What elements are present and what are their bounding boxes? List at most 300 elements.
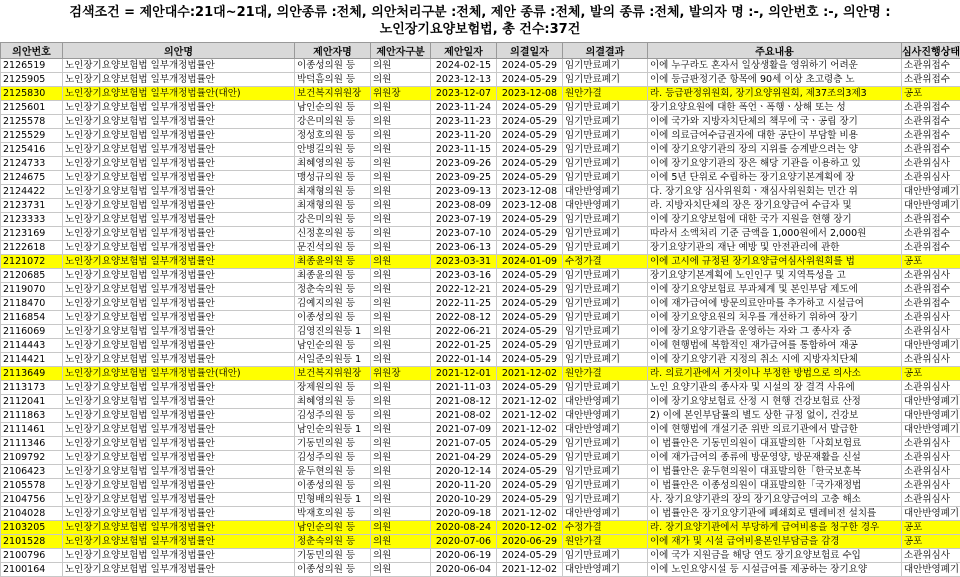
cell-proposal-date[interactable]: 2022-01-25 — [431, 339, 497, 353]
cell-proposer[interactable]: 보건복지위원장 — [295, 367, 371, 381]
cell-main-content[interactable]: 이에 장기요양요원의 처우를 개선하기 위하여 장기 — [648, 311, 902, 325]
cell-status[interactable]: 공포 — [902, 521, 960, 535]
cell-proposer[interactable]: 기동민의원 등 — [295, 437, 371, 451]
cell-bill-no[interactable]: 2104028 — [1, 507, 63, 521]
cell-bill-no[interactable]: 2118470 — [1, 297, 63, 311]
cell-proposal-date[interactable]: 2020-06-04 — [431, 563, 497, 577]
cell-vote-date[interactable]: 2024-05-29 — [497, 479, 563, 493]
cell-proposer-type[interactable]: 의원 — [371, 381, 431, 395]
table-row[interactable] — [1, 521, 960, 535]
cell-proposal-date[interactable]: 2023-07-19 — [431, 213, 497, 227]
cell-proposer-type[interactable]: 의원 — [371, 255, 431, 269]
table-row[interactable] — [1, 199, 960, 213]
table-row[interactable] — [1, 353, 960, 367]
cell-vote-result[interactable]: 임기만료폐기 — [563, 129, 648, 143]
cell-bill-no[interactable]: 2116854 — [1, 311, 63, 325]
cell-proposal-date[interactable]: 2021-07-05 — [431, 437, 497, 451]
table-row[interactable] — [1, 143, 960, 157]
cell-vote-date[interactable]: 2021-12-02 — [497, 423, 563, 437]
cell-bill-name[interactable]: 노인장기요양보험법 일부개정법률안(대안) — [63, 367, 295, 381]
cell-vote-date[interactable]: 2021-12-02 — [497, 507, 563, 521]
cell-bill-name[interactable]: 노인장기요양보험법 일부개정법률안 — [63, 255, 295, 269]
cell-proposer[interactable]: 장제원의원 등 — [295, 381, 371, 395]
cell-main-content[interactable]: 다. 장기요양 심사위원회ㆍ재심사위원회는 민간 위 — [648, 185, 902, 199]
cell-main-content[interactable]: 이 법률안은 윤두현의원이 대표발의한「한국보훈복 — [648, 465, 902, 479]
cell-main-content[interactable]: 이에 재가 및 시설 급여비용본인부담금을 감경 — [648, 535, 902, 549]
cell-vote-result[interactable]: 임기만료폐기 — [563, 549, 648, 563]
cell-vote-date[interactable]: 2024-05-29 — [497, 157, 563, 171]
cell-vote-result[interactable]: 임기만료폐기 — [563, 311, 648, 325]
cell-proposer-type[interactable]: 의원 — [371, 507, 431, 521]
cell-proposer-type[interactable]: 의원 — [371, 423, 431, 437]
cell-vote-result[interactable]: 임기만료폐기 — [563, 283, 648, 297]
cell-proposer[interactable]: 최재형의원 등 — [295, 199, 371, 213]
cell-proposer-type[interactable]: 의원 — [371, 339, 431, 353]
table-row[interactable] — [1, 549, 960, 563]
cell-main-content[interactable]: 장기요양기관의 재난 예방 및 안전관리에 관한 — [648, 241, 902, 255]
cell-bill-no[interactable]: 2125416 — [1, 143, 63, 157]
table-row[interactable] — [1, 395, 960, 409]
cell-status[interactable]: 소관위심사 — [902, 465, 960, 479]
cell-proposer[interactable]: 서일준의원등 1 — [295, 353, 371, 367]
cell-vote-result[interactable]: 임기만료폐기 — [563, 437, 648, 451]
cell-bill-name[interactable]: 노인장기요양보험법 일부개정법률안 — [63, 283, 295, 297]
cell-proposer[interactable]: 강은미의원 등 — [295, 213, 371, 227]
cell-vote-result[interactable]: 수정가결 — [563, 255, 648, 269]
cell-proposer-type[interactable]: 의원 — [371, 143, 431, 157]
cell-proposal-date[interactable]: 2021-08-02 — [431, 409, 497, 423]
cell-proposer-type[interactable]: 의원 — [371, 437, 431, 451]
cell-proposer-type[interactable]: 의원 — [371, 451, 431, 465]
cell-proposer[interactable]: 강은미의원 등 — [295, 115, 371, 129]
col-header-vote-result[interactable]: 의결결과 — [563, 43, 648, 59]
cell-proposal-date[interactable]: 2023-11-20 — [431, 129, 497, 143]
cell-vote-result[interactable]: 임기만료폐기 — [563, 73, 648, 87]
cell-proposer-type[interactable]: 의원 — [371, 115, 431, 129]
cell-status[interactable]: 소관위접수 — [902, 73, 960, 87]
cell-main-content[interactable]: 이에 의료급여수급권자에 대한 공단이 부담할 비용 — [648, 129, 902, 143]
cell-status[interactable]: 소관위심사 — [902, 451, 960, 465]
cell-vote-result[interactable]: 대안반영폐기 — [563, 185, 648, 199]
cell-proposer-type[interactable]: 의원 — [371, 395, 431, 409]
cell-bill-no[interactable]: 2125601 — [1, 101, 63, 115]
table-row[interactable] — [1, 311, 960, 325]
cell-bill-no[interactable]: 2106423 — [1, 465, 63, 479]
cell-main-content[interactable]: 이 법률안은 장기요양기관에 폐쇄회로 텔레비전 설치를 — [648, 507, 902, 521]
cell-vote-date[interactable]: 2024-05-29 — [497, 59, 563, 73]
cell-proposer-type[interactable]: 의원 — [371, 311, 431, 325]
cell-vote-result[interactable]: 대안반영폐기 — [563, 507, 648, 521]
cell-vote-date[interactable]: 2024-05-29 — [497, 241, 563, 255]
cell-bill-name[interactable]: 노인장기요양보험법 일부개정법률안 — [63, 423, 295, 437]
cell-vote-result[interactable]: 임기만료폐기 — [563, 213, 648, 227]
cell-proposer[interactable]: 이종성의원 등 — [295, 59, 371, 73]
cell-bill-no[interactable]: 2125578 — [1, 115, 63, 129]
cell-proposal-date[interactable]: 2020-07-06 — [431, 535, 497, 549]
table-row[interactable] — [1, 185, 960, 199]
cell-status[interactable]: 공포 — [902, 87, 960, 101]
cell-vote-date[interactable]: 2024-05-29 — [497, 437, 563, 451]
cell-main-content[interactable]: 이에 장기요양기관을 운영하는 자와 그 종사자 중 — [648, 325, 902, 339]
cell-bill-no[interactable]: 2109792 — [1, 451, 63, 465]
cell-main-content[interactable]: 이에 재가급여에 방문의료안마를 추가하고 시설급여 — [648, 297, 902, 311]
cell-main-content[interactable]: 이에 장기요양보험료 부과체계 및 본인부담 제도에 — [648, 283, 902, 297]
cell-bill-no[interactable]: 2125905 — [1, 73, 63, 87]
cell-bill-name[interactable]: 노인장기요양보험법 일부개정법률안 — [63, 479, 295, 493]
cell-proposal-date[interactable]: 2022-01-14 — [431, 353, 497, 367]
cell-bill-name[interactable]: 노인장기요양보험법 일부개정법률안 — [63, 563, 295, 577]
cell-proposer[interactable]: 남인순의원 등 — [295, 521, 371, 535]
cell-proposal-date[interactable]: 2020-09-18 — [431, 507, 497, 521]
cell-proposer[interactable]: 안병길의원 등 — [295, 143, 371, 157]
cell-bill-no[interactable]: 2122618 — [1, 241, 63, 255]
cell-proposal-date[interactable]: 2021-07-09 — [431, 423, 497, 437]
table-row[interactable] — [1, 297, 960, 311]
cell-status[interactable]: 소관위접수 — [902, 101, 960, 115]
cell-vote-date[interactable]: 2021-12-02 — [497, 409, 563, 423]
table-row[interactable] — [1, 325, 960, 339]
cell-vote-result[interactable]: 임기만료폐기 — [563, 451, 648, 465]
cell-main-content[interactable]: 장기요양요원에 대한 폭언ㆍ폭행ㆍ상해 또는 성 — [648, 101, 902, 115]
cell-proposal-date[interactable]: 2023-08-09 — [431, 199, 497, 213]
cell-vote-date[interactable]: 2021-12-02 — [497, 395, 563, 409]
table-row[interactable] — [1, 73, 960, 87]
cell-bill-no[interactable]: 2125830 — [1, 87, 63, 101]
cell-bill-name[interactable]: 노인장기요양보험법 일부개정법률안 — [63, 185, 295, 199]
cell-proposer-type[interactable]: 의원 — [371, 171, 431, 185]
cell-main-content[interactable]: 이에 재가급여의 종류에 방문영양, 방문재활을 신설 — [648, 451, 902, 465]
cell-vote-result[interactable]: 임기만료폐기 — [563, 101, 648, 115]
cell-status[interactable]: 공포 — [902, 367, 960, 381]
cell-status[interactable]: 소관위접수 — [902, 59, 960, 73]
cell-vote-date[interactable]: 2024-05-29 — [497, 381, 563, 395]
table-row[interactable] — [1, 255, 960, 269]
cell-proposer[interactable]: 문진석의원 등 — [295, 241, 371, 255]
cell-bill-no[interactable]: 2123169 — [1, 227, 63, 241]
cell-proposal-date[interactable]: 2020-12-14 — [431, 465, 497, 479]
table-row[interactable] — [1, 157, 960, 171]
cell-vote-result[interactable]: 원안가결 — [563, 535, 648, 549]
cell-bill-name[interactable]: 노인장기요양보험법 일부개정법률안 — [63, 521, 295, 535]
cell-main-content[interactable]: 이에 현행법에 복합적인 재가급여를 통합하여 재공 — [648, 339, 902, 353]
cell-vote-date[interactable]: 2024-05-29 — [497, 493, 563, 507]
cell-bill-name[interactable]: 노인장기요양보험법 일부개정법률안 — [63, 59, 295, 73]
cell-status[interactable]: 소관위접수 — [902, 227, 960, 241]
cell-proposal-date[interactable]: 2023-09-13 — [431, 185, 497, 199]
cell-vote-result[interactable]: 임기만료폐기 — [563, 241, 648, 255]
cell-proposal-date[interactable]: 2023-06-13 — [431, 241, 497, 255]
cell-proposal-date[interactable]: 2020-06-19 — [431, 549, 497, 563]
cell-vote-date[interactable]: 2020-12-02 — [497, 521, 563, 535]
cell-vote-result[interactable]: 임기만료폐기 — [563, 479, 648, 493]
cell-status[interactable]: 소관위접수 — [902, 297, 960, 311]
cell-vote-result[interactable]: 임기만료폐기 — [563, 143, 648, 157]
cell-proposer-type[interactable]: 의원 — [371, 479, 431, 493]
cell-proposer-type[interactable]: 위원장 — [371, 87, 431, 101]
cell-bill-no[interactable]: 2114443 — [1, 339, 63, 353]
cell-bill-name[interactable]: 노인장기요양보험법 일부개정법률안 — [63, 269, 295, 283]
cell-proposer[interactable]: 맹성규의원 등 — [295, 171, 371, 185]
cell-proposer-type[interactable]: 의원 — [371, 129, 431, 143]
cell-status[interactable]: 소관위접수 — [902, 115, 960, 129]
cell-bill-no[interactable]: 2123731 — [1, 199, 63, 213]
cell-proposer[interactable]: 보건복지위원장 — [295, 87, 371, 101]
cell-proposer[interactable]: 최혜영의원 등 — [295, 395, 371, 409]
cell-proposer[interactable]: 최종윤의원 등 — [295, 269, 371, 283]
cell-bill-name[interactable]: 노인장기요양보험법 일부개정법률안 — [63, 311, 295, 325]
cell-bill-name[interactable]: 노인장기요양보험법 일부개정법률안 — [63, 129, 295, 143]
cell-vote-result[interactable]: 대안반영폐기 — [563, 395, 648, 409]
cell-bill-no[interactable]: 2114421 — [1, 353, 63, 367]
cell-proposal-date[interactable]: 2022-11-25 — [431, 297, 497, 311]
cell-proposer[interactable]: 윤두현의원 등 — [295, 465, 371, 479]
cell-status[interactable]: 대안반영폐기 — [902, 409, 960, 423]
cell-bill-name[interactable]: 노인장기요양보험법 일부개정법률안 — [63, 549, 295, 563]
cell-bill-no[interactable]: 2113173 — [1, 381, 63, 395]
table-row[interactable] — [1, 493, 960, 507]
table-row[interactable] — [1, 269, 960, 283]
cell-bill-no[interactable]: 2123333 — [1, 213, 63, 227]
cell-vote-date[interactable]: 2024-05-29 — [497, 311, 563, 325]
cell-status[interactable]: 소관위접수 — [902, 129, 960, 143]
cell-proposer[interactable]: 이종성의원 등 — [295, 311, 371, 325]
cell-vote-result[interactable]: 임기만료폐기 — [563, 339, 648, 353]
table-row[interactable] — [1, 507, 960, 521]
cell-bill-name[interactable]: 노인장기요양보험법 일부개정법률안 — [63, 73, 295, 87]
cell-bill-name[interactable]: 노인장기요양보험법 일부개정법률안 — [63, 325, 295, 339]
cell-bill-name[interactable]: 노인장기요양보험법 일부개정법률안 — [63, 493, 295, 507]
cell-status[interactable]: 소관위접수 — [902, 283, 960, 297]
table-row[interactable] — [1, 59, 960, 73]
cell-proposal-date[interactable]: 2023-07-10 — [431, 227, 497, 241]
cell-bill-name[interactable]: 노인장기요양보험법 일부개정법률안 — [63, 465, 295, 479]
cell-bill-no[interactable]: 2104756 — [1, 493, 63, 507]
table-row[interactable] — [1, 227, 960, 241]
table-row[interactable] — [1, 451, 960, 465]
cell-status[interactable]: 대안반영폐기 — [902, 199, 960, 213]
cell-vote-result[interactable]: 임기만료폐기 — [563, 297, 648, 311]
table-row[interactable] — [1, 479, 960, 493]
cell-vote-date[interactable]: 2024-05-29 — [497, 143, 563, 157]
cell-proposal-date[interactable]: 2023-03-31 — [431, 255, 497, 269]
cell-proposal-date[interactable]: 2023-03-16 — [431, 269, 497, 283]
cell-vote-result[interactable]: 임기만료폐기 — [563, 465, 648, 479]
cell-status[interactable]: 소관위접수 — [902, 241, 960, 255]
cell-proposal-date[interactable]: 2023-12-07 — [431, 87, 497, 101]
cell-proposer-type[interactable]: 의원 — [371, 157, 431, 171]
cell-main-content[interactable]: 이에 장기요양보험료 산정 시 현행 건강보험료 산정 — [648, 395, 902, 409]
cell-status[interactable]: 공포 — [902, 535, 960, 549]
cell-proposer-type[interactable]: 의원 — [371, 283, 431, 297]
cell-bill-no[interactable]: 2105578 — [1, 479, 63, 493]
cell-bill-name[interactable]: 노인장기요양보험법 일부개정법률안 — [63, 143, 295, 157]
cell-proposer-type[interactable]: 의원 — [371, 213, 431, 227]
cell-bill-name[interactable]: 노인장기요양보험법 일부개정법률안 — [63, 213, 295, 227]
cell-proposal-date[interactable]: 2023-09-26 — [431, 157, 497, 171]
cell-bill-no[interactable]: 2101528 — [1, 535, 63, 549]
cell-proposer-type[interactable]: 의원 — [371, 227, 431, 241]
cell-bill-no[interactable]: 2124733 — [1, 157, 63, 171]
cell-vote-result[interactable]: 임기만료폐기 — [563, 171, 648, 185]
cell-status[interactable]: 대안반영폐기 — [902, 563, 960, 577]
table-row[interactable] — [1, 381, 960, 395]
table-row[interactable] — [1, 283, 960, 297]
cell-proposer[interactable]: 박덕흠의원 등 — [295, 73, 371, 87]
cell-bill-name[interactable]: 노인장기요양보험법 일부개정법률안 — [63, 157, 295, 171]
cell-main-content[interactable]: 라. 지방자치단체의 장은 장기요양급여 수급자 및 — [648, 199, 902, 213]
cell-proposer[interactable]: 이종성의원 등 — [295, 563, 371, 577]
cell-proposal-date[interactable]: 2023-11-23 — [431, 115, 497, 129]
cell-status[interactable]: 소관위심사 — [902, 171, 960, 185]
table-row[interactable] — [1, 367, 960, 381]
cell-vote-result[interactable]: 임기만료폐기 — [563, 59, 648, 73]
table-row[interactable] — [1, 563, 960, 577]
cell-vote-date[interactable]: 2021-12-02 — [497, 367, 563, 381]
col-header-bill-name[interactable]: 의안명 — [63, 43, 295, 59]
cell-vote-result[interactable]: 임기만료폐기 — [563, 325, 648, 339]
cell-vote-result[interactable]: 대안반영폐기 — [563, 409, 648, 423]
cell-status[interactable]: 공포 — [902, 255, 960, 269]
cell-bill-no[interactable]: 2111863 — [1, 409, 63, 423]
table-row[interactable] — [1, 213, 960, 227]
cell-proposal-date[interactable]: 2023-11-15 — [431, 143, 497, 157]
cell-status[interactable]: 대안반영폐기 — [902, 507, 960, 521]
cell-vote-result[interactable]: 원안가결 — [563, 367, 648, 381]
cell-bill-no[interactable]: 2100164 — [1, 563, 63, 577]
cell-proposer[interactable]: 남인순의원등 1 — [295, 423, 371, 437]
cell-proposer-type[interactable]: 의원 — [371, 535, 431, 549]
cell-bill-name[interactable]: 노인장기요양보험법 일부개정법률안 — [63, 171, 295, 185]
cell-vote-result[interactable]: 임기만료폐기 — [563, 157, 648, 171]
table-row[interactable] — [1, 535, 960, 549]
table-row[interactable] — [1, 437, 960, 451]
cell-vote-date[interactable]: 2024-05-29 — [497, 129, 563, 143]
cell-main-content[interactable]: 이 법률안은 기동민의원이 대표발의한「사회보험료 — [648, 437, 902, 451]
cell-proposer[interactable]: 김예지의원 등 — [295, 297, 371, 311]
cell-vote-date[interactable]: 2021-12-02 — [497, 563, 563, 577]
cell-vote-date[interactable]: 2024-05-29 — [497, 213, 563, 227]
cell-proposer-type[interactable]: 위원장 — [371, 367, 431, 381]
cell-proposer-type[interactable]: 의원 — [371, 297, 431, 311]
cell-bill-name[interactable]: 노인장기요양보험법 일부개정법률안 — [63, 115, 295, 129]
cell-bill-no[interactable]: 2111346 — [1, 437, 63, 451]
cell-proposer-type[interactable]: 의원 — [371, 269, 431, 283]
cell-main-content[interactable]: 이에 국가와 지방자치단체의 책무에 국ㆍ공립 장기 — [648, 115, 902, 129]
cell-proposer[interactable]: 정춘숙의원 등 — [295, 283, 371, 297]
cell-main-content[interactable]: 이 법률안은 이종성의원이 대표발의한「국가재정법 — [648, 479, 902, 493]
cell-proposer[interactable]: 정춘숙의원 등 — [295, 535, 371, 549]
cell-proposal-date[interactable]: 2020-08-24 — [431, 521, 497, 535]
table-row[interactable] — [1, 115, 960, 129]
cell-bill-no[interactable]: 2126519 — [1, 59, 63, 73]
cell-proposer[interactable]: 최혜영의원 등 — [295, 157, 371, 171]
cell-vote-date[interactable]: 2024-05-29 — [497, 339, 563, 353]
cell-proposal-date[interactable]: 2022-08-12 — [431, 311, 497, 325]
cell-vote-date[interactable]: 2024-05-29 — [497, 73, 563, 87]
cell-main-content[interactable]: 이에 노인요양시설 등 시설급여를 제공하는 장기요양 — [648, 563, 902, 577]
cell-proposer[interactable]: 기동민의원 등 — [295, 549, 371, 563]
cell-bill-name[interactable]: 노인장기요양보험법 일부개정법률안 — [63, 451, 295, 465]
cell-status[interactable]: 소관위접수 — [902, 143, 960, 157]
cell-vote-date[interactable]: 2024-05-29 — [497, 101, 563, 115]
cell-vote-date[interactable]: 2024-05-29 — [497, 227, 563, 241]
cell-vote-date[interactable]: 2024-05-29 — [497, 171, 563, 185]
cell-bill-name[interactable]: 노인장기요양보험법 일부개정법률안 — [63, 199, 295, 213]
cell-bill-no[interactable]: 2120685 — [1, 269, 63, 283]
cell-main-content[interactable]: 이에 장기요양기관 지정의 취소 시에 지방자치단체 — [648, 353, 902, 367]
cell-main-content[interactable]: 사. 장기요양기관의 장의 장기요양급여의 고충 해소 — [648, 493, 902, 507]
cell-bill-no[interactable]: 2112041 — [1, 395, 63, 409]
cell-vote-result[interactable]: 임기만료폐기 — [563, 381, 648, 395]
cell-proposer[interactable]: 정성호의원 등 — [295, 129, 371, 143]
cell-proposer-type[interactable]: 의원 — [371, 59, 431, 73]
cell-main-content[interactable]: 라. 의료기관에서 거짓이나 부정한 방법으로 의사소 — [648, 367, 902, 381]
cell-vote-result[interactable]: 대안반영폐기 — [563, 563, 648, 577]
table-row[interactable] — [1, 87, 960, 101]
cell-vote-date[interactable]: 2024-05-29 — [497, 283, 563, 297]
cell-status[interactable]: 소관위심사 — [902, 549, 960, 563]
cell-proposer[interactable]: 민형배의원등 1 — [295, 493, 371, 507]
cell-main-content[interactable]: 이에 국가 지원금을 해당 연도 장기요양보험료 수입 — [648, 549, 902, 563]
table-row[interactable] — [1, 101, 960, 115]
cell-status[interactable]: 대안반영폐기 — [902, 339, 960, 353]
cell-vote-date[interactable]: 2024-01-09 — [497, 255, 563, 269]
cell-vote-result[interactable]: 임기만료폐기 — [563, 493, 648, 507]
cell-vote-result[interactable]: 임기만료폐기 — [563, 115, 648, 129]
cell-status[interactable]: 대안반영폐기 — [902, 185, 960, 199]
cell-proposer-type[interactable]: 의원 — [371, 493, 431, 507]
cell-vote-result[interactable]: 수정가결 — [563, 521, 648, 535]
cell-bill-name[interactable]: 노인장기요양보험법 일부개정법률안 — [63, 437, 295, 451]
col-header-vote-date[interactable]: 의결일자 — [497, 43, 563, 59]
cell-vote-date[interactable]: 2024-05-29 — [497, 297, 563, 311]
cell-status[interactable]: 소관위심사 — [902, 437, 960, 451]
cell-proposer[interactable]: 김영진의원등 1 — [295, 325, 371, 339]
cell-proposer[interactable]: 김성주의원 등 — [295, 451, 371, 465]
cell-proposer[interactable]: 신정훈의원 등 — [295, 227, 371, 241]
cell-main-content[interactable]: 이에 등급판정기준 항목에 90세 이상 초고령층 노 — [648, 73, 902, 87]
cell-bill-name[interactable]: 노인장기요양보험법 일부개정법률안 — [63, 227, 295, 241]
cell-bill-no[interactable]: 2116069 — [1, 325, 63, 339]
cell-bill-no[interactable]: 2111461 — [1, 423, 63, 437]
cell-status[interactable]: 소관위심사 — [902, 157, 960, 171]
cell-status[interactable]: 소관위접수 — [902, 213, 960, 227]
cell-vote-date[interactable]: 2024-05-29 — [497, 269, 563, 283]
cell-vote-date[interactable]: 2024-05-29 — [497, 115, 563, 129]
cell-main-content[interactable]: 이에 누구라도 혼자서 일상생활을 영위하기 어려운 — [648, 59, 902, 73]
cell-main-content[interactable]: 따라서 소액처리 기준 금액을 1,000원에서 2,000원 — [648, 227, 902, 241]
cell-proposal-date[interactable]: 2022-06-21 — [431, 325, 497, 339]
cell-bill-no[interactable]: 2124422 — [1, 185, 63, 199]
cell-bill-name[interactable]: 노인장기요양보험법 일부개정법률안 — [63, 339, 295, 353]
cell-proposer-type[interactable]: 의원 — [371, 409, 431, 423]
cell-proposer-type[interactable]: 의원 — [371, 465, 431, 479]
cell-vote-date[interactable]: 2024-05-29 — [497, 465, 563, 479]
cell-vote-date[interactable]: 2023-12-08 — [497, 199, 563, 213]
cell-main-content[interactable]: 라. 장기요양기관에서 부당하게 급여비용을 청구한 경우 — [648, 521, 902, 535]
cell-bill-name[interactable]: 노인장기요양보험법 일부개정법률안 — [63, 101, 295, 115]
col-header-proposer[interactable]: 제안자명 — [295, 43, 371, 59]
cell-bill-name[interactable]: 노인장기요양보험법 일부개정법률안 — [63, 297, 295, 311]
cell-main-content[interactable]: 이에 현행법에 개설기준 위반 의료기관에서 발급한 — [648, 423, 902, 437]
table-row[interactable] — [1, 129, 960, 143]
cell-vote-result[interactable]: 대안반영폐기 — [563, 199, 648, 213]
col-header-proposer-type[interactable]: 제안자구분 — [371, 43, 431, 59]
cell-main-content[interactable]: 이에 5년 단위로 수립하는 장기요양기본계획에 장 — [648, 171, 902, 185]
cell-proposer-type[interactable]: 의원 — [371, 325, 431, 339]
cell-bill-no[interactable]: 2103205 — [1, 521, 63, 535]
cell-status[interactable]: 소관위심사 — [902, 311, 960, 325]
